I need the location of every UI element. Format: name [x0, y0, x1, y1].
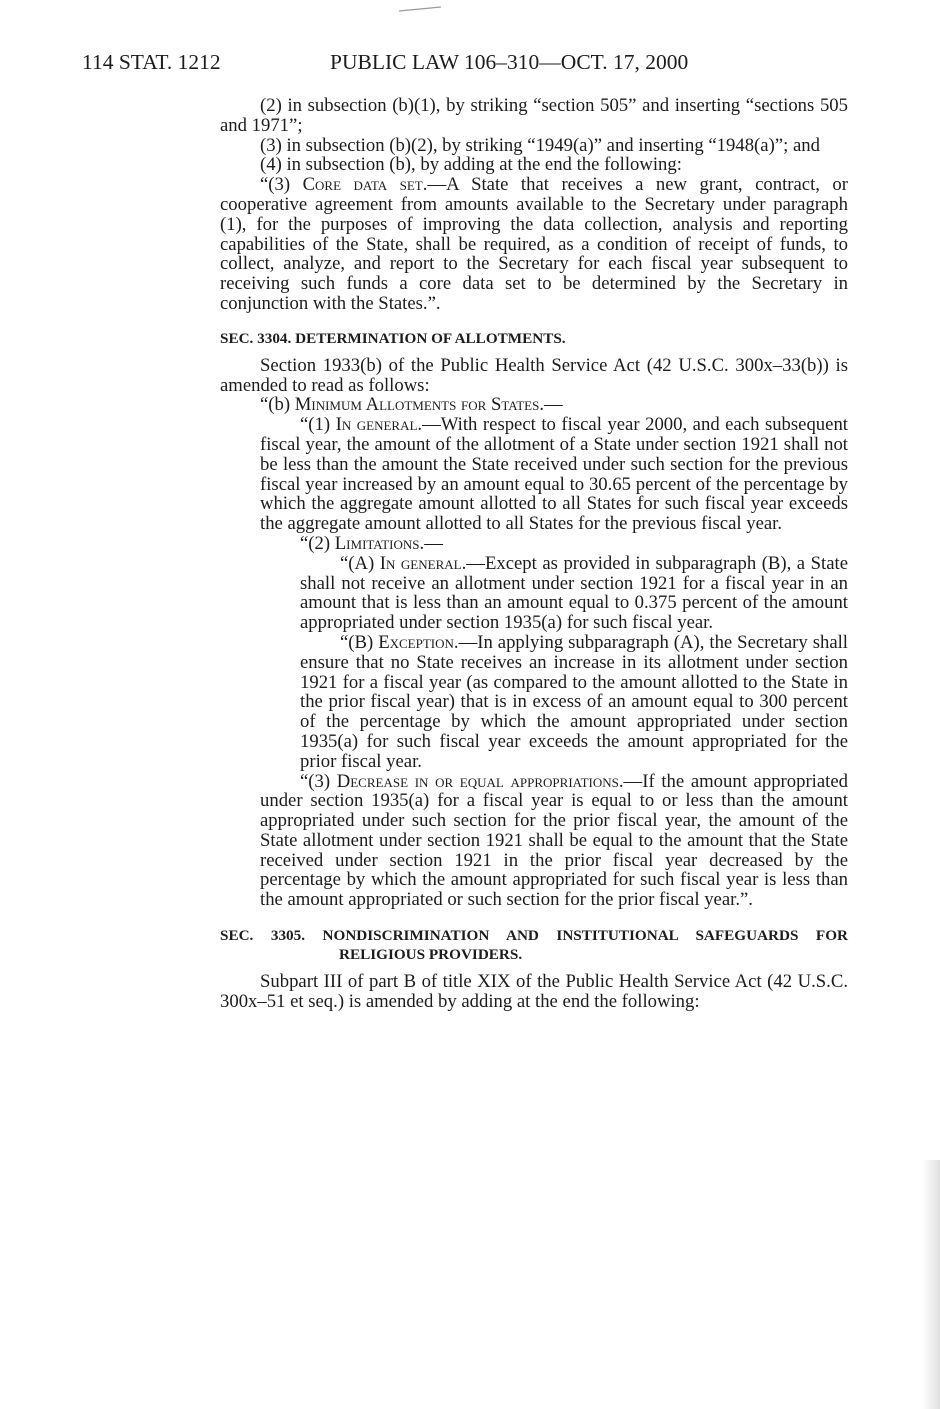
section-3304-heading: SEC. 3304. DETERMINATION OF ALLOTMENTS. — [220, 329, 566, 347]
paragraph-2-heading — [220, 534, 848, 554]
section-3305-heading: SEC. 3305. NONDISCRIMINATION AND INSTITUTIONAL SAFEGUARDS FOR RELIGIOUS PROVIDERS. — [220, 927, 848, 964]
core-data-set-paragraph — [220, 175, 848, 314]
section-3305-intro: Subpart III of part B of title XIX of the Public Health Service Act (42 U.S.C. 300x–51 et seq.) is amended by adding at the end the following: — [220, 971, 848, 1012]
subparagraph-b-text: .—In applying subparagraph (A), the Secretary shall ensure that no State receives an increase in its allotment under section 1921 for a fiscal year (as compared to the amount allotted to the State in the prior fiscal year) that is in excess of an amount equal to 300 percent of the percentage by which the amount appropriated under section 1935(a) for such fiscal year exceeds the amount appropriated for the prior fiscal year. — [300, 631, 848, 772]
subparagraph-b — [220, 633, 848, 772]
subparagraph-a-heading: In general — [379, 552, 462, 574]
subparagraph-b-lead: “(B) — [340, 631, 379, 653]
subsection-b-title: Minimum Allotments for States — [294, 394, 540, 416]
scan-artifact-mark — [398, 6, 442, 12]
paragraph-3-heading: Decrease in or equal appropriations — [336, 770, 619, 792]
paragraph-1 — [220, 415, 848, 534]
paragraph-2-lead: “(2) — [300, 532, 335, 554]
subparagraph-a-lead: “(A) — [340, 552, 380, 574]
subparagraph-a — [220, 554, 848, 633]
amendment-item-3: (3) in subsection (b)(2), by striking “1949(a)” and inserting “1948(a)”; and — [260, 134, 820, 156]
core-data-heading: Core data set — [302, 174, 423, 196]
page-edge-shadow — [922, 1160, 940, 1409]
paragraph-2-title: Limitations — [334, 532, 420, 554]
page-body — [220, 96, 848, 1012]
amendment-item-4: (4) in subsection (b), by adding at the end the following: — [260, 154, 682, 176]
section-3304-intro: Section 1933(b) of the Public Health Service Act (42 U.S.C. 300x–33(b)) is amended to read as follows: — [220, 354, 848, 396]
paragraph-1-text: .—With respect to fiscal year 2000, and each subsequent fiscal year, the amount of the allotment of a State under section 1921 shall not be less than the amount the State received under such section for the previous fiscal year increased by an amount equal to 30.65 percent of the percentage by which the aggregate amount allotted to all States for such fiscal year exceeds the aggregate amount allotted to all States for the previous fiscal year. — [260, 414, 848, 535]
paragraph-1-heading: In general — [335, 414, 418, 436]
core-data-text: .—A State that receives a new grant, contract, or cooperative agreement from amounts available to the Secretary under paragraph (1), for the purposes of improving the data collection, analysis and reporting capabilities of the State, shall be required, as a condition of receipt of funds, to collect, analyze, and report to the Secretary for each fiscal year subsequent to receiving such funds a core data set to be determined by the Secretary in conjunction with the States.”. — [220, 174, 848, 314]
subsection-b-tail: .— — [539, 394, 563, 416]
page-citation: 114 STAT. 1212 — [82, 50, 221, 74]
subsection-b-heading — [220, 395, 848, 415]
paragraph-3-text: .—If the amount appropriated under section 1935(a) for a fiscal year is equal to or less than the amount appropriated under such section for the prior fiscal year, the amount of the State allotment under section 1921 shall be equal to the amount that the State received under section 1921 in the prior fiscal year decreased by the percentage by which the amount appropriated for such fiscal year is less than the amount appropriated or such section for the prior fiscal year.”. — [260, 770, 848, 911]
subsection-b-lead: “(b) — [260, 394, 295, 416]
paragraph-1-lead: “(1) — [300, 414, 336, 436]
amendment-item-2: (2) in subsection (b)(1), by striking “section 505” and inserting “sections 505 and 1971”; — [220, 95, 848, 136]
paragraph-3-lead: “(3) — [300, 770, 337, 792]
paragraph-3 — [220, 772, 848, 911]
subparagraph-a-text: .—Except as provided in subparagraph (B), a State shall not receive an allotment under section 1921 for a fiscal year in an amount that is less than an amount equal to 0.375 percent of the amount appropriated under section 1935(a) for such fiscal year. — [300, 552, 848, 634]
paragraph-2-tail: .— — [419, 532, 443, 554]
law-citation: PUBLIC LAW 106–310—OCT. 17, 2000 — [330, 50, 689, 74]
core-data-lead: “(3) — [260, 174, 303, 196]
subparagraph-b-heading: Exception — [378, 631, 454, 653]
